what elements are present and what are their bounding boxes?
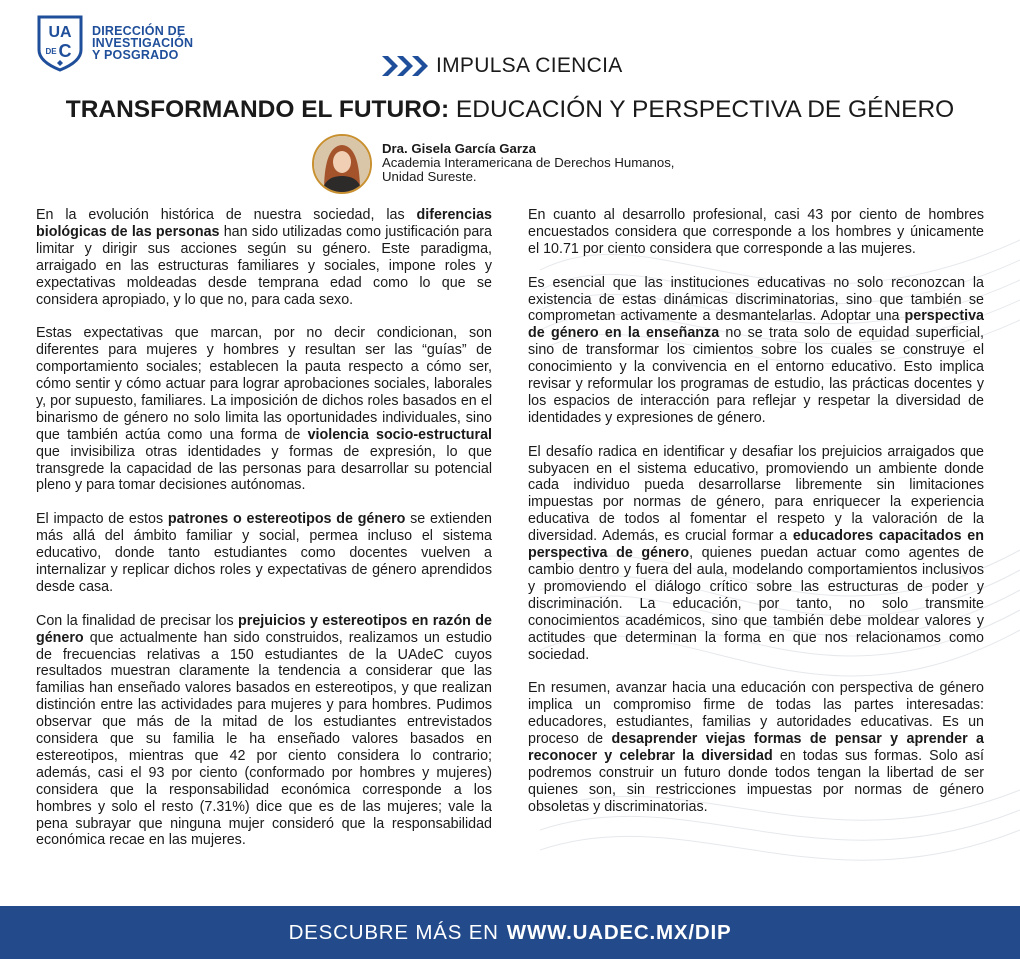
paragraph-4 [36,613,492,850]
section-header [380,54,623,78]
title-regular: EDUCACIÓN Y PERSPECTIVA DE GÉNERO [449,96,955,123]
emphasis-text: prejuicios y estereotipos en razón de género [36,612,492,646]
author-name: Dra. Gisela García Garza [382,141,536,156]
emphasis-text: desaprender viejas formas de pensar y aprender a reconocer y celebrar la diversidad [528,731,984,764]
text-run: no se trata solo de equidad superficial, sino de transformar los cimientos sobre los cuales se construye el conocimiento y la convivencia en el entorno educativo. Esto implica revisar y reformular los programas de estudio, las prácticas docentes y los espacios de interacción para reflejar y respetar la diversidad de identidades y expresiones de género. [528,325,985,426]
author-portrait-icon [314,136,370,192]
emphasis-text: patrones o estereotipos de género [167,511,406,528]
footer-prefix: DESCUBRE MÁS EN [288,920,499,944]
text-run: se extienden más allá del ámbito familiar y social, permea incluso el sistema educativo, donde tanto estudiantes como docentes vuelven a internalizar y replicar dichos roles y expectativas de género aprendidos desde casa. [36,511,492,595]
author-info [382,134,674,184]
text-run: en todas sus formas. Solo así podremos construir un futuro donde todos tengan la libertad de ser quienes son, sin restricciones impuestas por normas de género obsoletas y discriminatorias. [528,747,984,815]
emphasis-text: perspectiva de género en la enseñanza [528,308,984,342]
logo-text [92,25,193,61]
paragraph-1 [36,207,492,308]
author-avatar [312,134,372,194]
paragraph-6 [528,275,984,427]
logo-line-2: INVESTIGACIÓN [92,36,194,50]
text-run: han sido utilizadas como justificación para limitar y dirigir sus acciones según su género. Este paradigma, arraigado en las estructuras familiares y sociales, impone roles y expectativas moldeadas desde temprana edad como lo que se considera apropiado, y lo que no, para cada sexo. [36,223,492,308]
emphasis-text: violencia socio-estructural [307,426,492,443]
institution-logo[interactable] [36,14,193,72]
article-column-right [528,207,984,832]
footer-banner [0,906,1020,959]
logo-line-3: Y POSGRADO [92,48,179,62]
text-run: Estas expectativas que marcan, por no decir condicionan, son diferentes para mujeres y hombres y resultan ser las “guías” de comportamiento sociales; establecen la pauta respecto a cómo ser, cómo sentir y cómo actuar para lograr aprobaciones sociales, laborales y, por supuesto, familiares. La imposición de dichos roles basados en el binarismo de género no solo limita las oportunidades individuales, sino que también actúa como una forma de [36,325,492,443]
paragraph-3 [36,511,492,596]
logo-mark-ua: UA [48,24,72,41]
logo-mark-de: DE [45,47,57,56]
text-run: que invisibiliza otras identidades y formas de expresión, lo que transgrede la capacidad de las personas para desarrollar su potencial pleno y para tomar decisiones autónomas. [36,443,492,494]
paragraph-8 [528,680,984,815]
paragraph-5: En cuanto al desarrollo profesional, casi 43 por ciento de hombres encuestados considera que corresponde a los hombres y únicamente el 10.71 por ciento considera que corresponde a las mujeres. [528,207,984,257]
uadec-shield-icon [36,14,84,72]
text-run: que actualmente han sido construidos, realizamos un estudio de frecuencias relativas a 150 estudiantes de la UAdeC cuyos resultados muestran claramente la tendencia a considerar que las familias han enseñado valores basados en estereotipos, y que realizan distinción entre las actividades para mujeres y para hombres. Pudimos observar que más de la mitad de los estudiantes entrevistados considera que su familia le ha enseñado valores basados en estereotipos, mientras que 42 por ciento considera lo contrario; además, casi el 93 por ciento (conformado por hombres y mujeres) considera que la responsabilidad económica corresponde a los hombres y solo el resto (7.31%) dice que es de las mujeres; vale la pena subrayar que ninguna mujer consideró que la responsabilidad económica recae en las mujeres. [36,629,492,849]
emphasis-text: diferencias biológicas de las personas [36,207,492,240]
text-run: , quienes puedan actuar como agentes de cambio dentro y fuera del aula, modelando comportamientos inclusivos y promoviendo el diálogo crítico sobre las estructuras de poder y discriminación. La educación, por tanto, no solo transmite conocimientos académicos, sino que también debe moldear valores y actitudes que determinan la forma en que nos relacionamos como sociedad. [528,545,984,663]
author-affiliation-1: Academia Interamericana de Derechos Humanos, [382,155,675,170]
title-bold: TRANSFORMANDO EL FUTURO: [65,96,450,123]
logo-line-1: DIRECCIÓN DE [92,24,186,38]
text-run: En resumen, avanzar hacia una educación con perspectiva de género implica un compromiso firme de todas las partes interesadas: educadores, estudiantes, familias y autoridades educativas. Es un proceso de [528,680,984,748]
author-affiliation-2: Unidad Sureste. [382,169,477,184]
paragraph-2 [36,325,492,494]
triple-chevron-right-icon [380,54,430,78]
section-label: IMPULSA CIENCIA [436,54,623,77]
author-block [312,134,674,194]
text-run: Es esencial que las instituciones educativas no solo reconozcan la existencia de estas dinámicas discriminatorias, sino que también se comprometan activamente a desmantelarlas. Adoptar una [528,274,984,325]
article-column-left [36,207,492,866]
article-title [0,96,1020,124]
logo-mark-c: C [58,41,72,61]
footer-url-link[interactable]: WWW.UADEC.MX/DIP [506,920,732,944]
emphasis-text: educadores capacitados en perspectiva de género [528,528,984,562]
paragraph-7 [528,444,984,664]
text-run: El impacto de estos [36,511,168,528]
text-run: El desafío radica en identificar y desafiar los prejuicios arraigados que subyacen en el sistema educativo, promoviendo un ambiente donde cada individuo pueda desarrollarse libremente sin limitaciones impuestas por normas de género, para enriquecer la experiencia educativa de todos al fomentar el respeto y la valoración de la diversidad. Además, es crucial formar a [528,443,984,545]
text-run: En la evolución histórica de nuestra sociedad, las [36,207,417,223]
text-run: Con la finalidad de precisar los [36,612,239,629]
